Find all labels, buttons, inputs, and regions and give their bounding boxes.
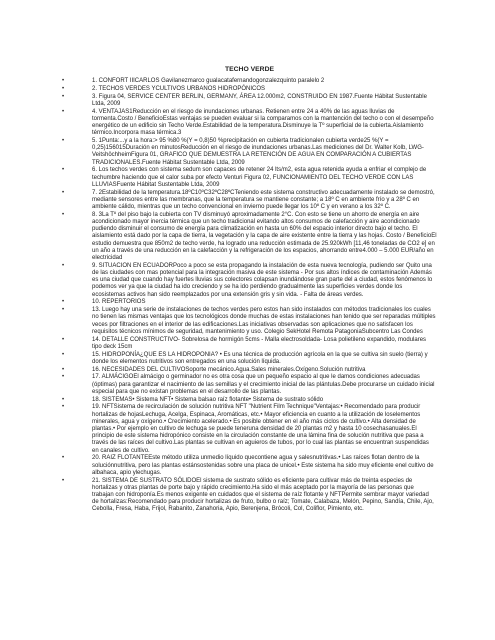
- list-item: [62, 299, 437, 306]
- list-item: [62, 86, 437, 93]
- list-item-text: 18. SISTEMAS• Sistema NFT• Sistema balsao raíz flotante• Sistema de sustrato sólido: [92, 396, 324, 403]
- bullet-icon: •: [62, 167, 65, 174]
- list-item-text: 21. SISTEMA DE SUSTRATO SÓLIDOEl sistema de sustrato sólido es eficiente para cultivar más de treinta especies de hortalizas y otras plantas de porte bajo y rápido crecimiento.Ha sido el más aceptado por la mayoría de las personas que trabajan con hidroponía.Es menos exigente en cuidados que el sistema de raíz flotante y NFTPermite sembrar mayor variedad de hortalizas:Recomendado para producir hortalizas de fruto, bulbo o raíz; Tomate, Calabaza, Melón, Pepino, Sandía, Chile, Ajo, Cebolla, Fresa, Haba, Frijol, Rabanito, Zanahoria, Apio, Berenjena, Brócoli, Col, Coliflor, Pimiento, etc.: [92, 477, 434, 513]
- list-item-text: 2. TECHOS VERDES YCULTIVOS URBANOS HIDROPÓNICOS: [92, 85, 266, 92]
- bullet-icon: •: [62, 477, 65, 484]
- bullet-icon: •: [62, 374, 65, 381]
- list-item-text: 3. Figura 04, SERVICE CENTER BERLIN, GERMANY, ÁREA 12.000m2, CONSTRUIDO EN 1987.Fuente Hábitat Sustentable Ltda, 2009: [92, 93, 427, 107]
- bullet-icon: •: [62, 404, 65, 411]
- list-item: [62, 478, 437, 514]
- list-item: [62, 138, 437, 167]
- list-item: [62, 337, 437, 351]
- list-item-text: 14. DETALLE CONSTRUCTIVO- Sobrelosa de hormigón 5cms - Malla electrosoldada- Losa polietileno expandido, modulares tipo deck 15cm: [92, 336, 427, 350]
- list-item: [62, 190, 437, 212]
- list-item: [62, 307, 437, 336]
- list-item-text: 6. Los techos verdes con sistema sedum son capaces de retener 24 lts/m2, esta agua retenida ayuda a enfriar el complejo de techumbre haciendo que el calor suba por efecto Venturi Figura 02, FUNCIONAMIENTO DEL TECHO VERDE CON LAS LLUVIASFuente Hábitat Sustentable Ltda, 2009: [92, 167, 427, 188]
- list-item: [62, 352, 437, 366]
- bullet-icon: •: [62, 351, 65, 358]
- bullet-icon: •: [62, 307, 65, 314]
- document-title: TECHO VERDE: [224, 66, 275, 73]
- list-item: [62, 404, 437, 454]
- list-item: [62, 109, 437, 138]
- list-item: [62, 263, 437, 299]
- list-item: [62, 167, 437, 189]
- bullet-icon: •: [62, 93, 65, 100]
- list-item: [62, 397, 437, 404]
- bullet-icon: •: [62, 189, 65, 196]
- bullet-icon: •: [62, 211, 65, 218]
- bullet-icon: •: [62, 262, 65, 269]
- list-item-text: 20. RAIZ FLOTANTEEste método utiliza unmedio líquido quecontiene agua y salesnutritivas.• Las raíces flotan dentro de la soluciónnutritiva, pero las plantas estánsostenidas sobre una placa de unicel.• Este sistema ha sido muy eficiente enel cultivo de albahaca, apio ylechugas.: [92, 455, 434, 476]
- list-item: [62, 455, 437, 477]
- bullet-icon: •: [62, 85, 65, 92]
- bullet-icon: •: [62, 299, 65, 306]
- list-item: [62, 94, 437, 108]
- bullet-icon: •: [62, 108, 65, 115]
- list-item-text: 15. HIDROPONÍA¿QUE ES LA HIDROPONIA? • Es una técnica de producción agrícola en la que se cultiva sin suelo (tierra) y donde los elementos nutritivos son entregados en una solución líquida.: [92, 351, 428, 365]
- bullet-list: [62, 78, 437, 514]
- bullet-icon: •: [62, 455, 65, 462]
- bullet-icon: •: [62, 366, 65, 373]
- list-item: [62, 212, 437, 262]
- list-item-text: 5. 1Punta:...y a la hora:> 95 %80 %(Y = 0,8)50 %precipitación en cubierta tradicionalen cubierta verde25 %(Y = 0,25)156015Duración en minutosReducción en el riesgo de inundaciones urbanas.Las mediciones del Dr. Walter Kolb, LWG-VeitshöchheimFigura 01, GRAFICO QUE DEMUESTRA LA RETENCIÓN DE AGUA EN COMPARACIÓN A CUBIERTAS TRADICIONALES.Fuente Hábitat Sustentable Ltda, 2009: [92, 138, 424, 166]
- list-item-text: 10. REPERTORIOS: [92, 299, 146, 306]
- list-item-text: 13. Luego hay una serie de instalaciones de techos verdes pero estos han sido instalados con métodos tradicionales los cuales no tienen las mismas ventajas que los tecnológicos donde muchas de estas instalaciones han tenido que ser reparadas múltiples veces por filtraciones en el interior de las edificaciones.Las iniciativas observadas son aplicaciones que no satisfacen los requisitos técnicos mínimos de seguridad, mantenimiento y uso. Colegio SekHotel Remota PatagoniaSubcentro Las Condes: [92, 307, 436, 335]
- bullet-icon: •: [62, 138, 65, 144]
- list-item-text: 19. NFTSistema de recirculación de solución nutritiva NFT "Nutrient Film Technique"Ventajas:• Recomendado para producir hortalizas de hojasLechuga, Acelga, Espinaca, Aromáticas, etc.• Mayor eficiencia en cuanto a la utilización de loselementos minerales, agua y oxígeno.• Crecimiento acelerado.• Es posible obtener en el año más ciclos de cultivo.• Alta densidad de plantas.• Por ejemplo en cultivo de lechuga se puede teneruna densidad de 20 plantas m2 y hasta 10 cosechasanuales.El principio de este sistema hidropónico consiste en la circulación constante de una lámina fina de solución nutritiva que pasa a través de las raíces del cultivo.Las plantas se cultivan en aguieros de tubos, por lo cual las plantas se encuentran suspendidas en canales de cultivo.: [92, 404, 429, 454]
- list-item-text: 9. SITUACION EN ECUADORPoco a poco se esta propagando la instalación de esta nueva tecnología, pudiendo ser Quito una de las ciudades con mas potencial para la integración masiva de este sistema - Por sus altos índices de contaminación Además es una ciudad que cuando hay fuertes lluvias sus colectores colapsan inundándose gran parte del a ciudad, estos fenómenos lo podemos ver ya que la ciudad ha ido creciendo y se ha ido perdiendo gradualmente las superficies verdes donde los ecosistemas activos han sido reemplazados por una extensión gris y sin vida. - Falta de áreas verdes.: [92, 262, 433, 298]
- list-item: [62, 78, 437, 85]
- list-item: [62, 374, 437, 396]
- list-item-text: 4. VENTAJAS1Reducción en el riesgo de inundaciones urbanas. Retienen entre 24 a 40% de las aguas lluvias de tormenta.Costo / BeneficioEstas ventajas se pueden evaluar si la comparamos con la mantención del techo o con el desempeño energético de un edificio sin Techo Verde.Estabilidad de la temperatura.Disminuye la Tº superficial de la cubierta.Aislamiento térmico.Incorpora masa térmica.3: [92, 108, 434, 137]
- bullet-icon: •: [62, 78, 65, 84]
- list-item-text: 7. 2Estabilidad de la temperatura.18ºC10ºC32ºC28ºCTeniendo este sistema constructivo adecuadamente instalado se demostró, mediante sensores entre las membranas, que la temperatura se mantiene constante; a 18º C en ambiente frío y a 28º C en ambiente cálido, mientras que un techo convencional en invierno puede llegar los 10º C y en verano a los 32º C.: [92, 189, 435, 211]
- bullet-icon: •: [62, 336, 65, 343]
- list-item-text: 16. NECESIDADES DEL CULTIVOSoporte mecánico.Agua.Sales minerales.Oxígeno.Solución nutritiva: [92, 366, 366, 373]
- list-item-text: 1. CONFORT IIICARLOS Gavilanezmarco gualacatafernandogonzalezquinto paralelo 2: [92, 78, 325, 84]
- list-item: [62, 367, 437, 374]
- list-item-text: 8. 3La Tº del piso bajo la cubierta con TV disminuyó aproximadamente 2°C. Con esto se tiene un ahorro de energía en aire acondicionado mayor inercia térmica que un techo tradicional evitando altos consumos de calefacción y aire acondicionado pudiendo disminuir el consumo de energía para climatización en hasta un 60% del espacio interior directo bajo el techo. El aislamiento está dado por la capa de tierra, la vegetación y la capa de aire existente entre la tierra y las hojas. Costo / BeneficioEl estudio demuestra que 850m2 de techo verde, ha logrado una reducción estimada de 25.920kWh [11,46 toneladas de CO2 e] en un año a través de una reducción en la calefacción y la refrigeración de los espacios, ahorrando entre4.000 – 5.000 EUR/año en electricidad: [92, 211, 437, 262]
- bullet-icon: •: [62, 396, 65, 403]
- list-item-text: 17. ALMÁCIGOEl almácigo o germinador no es otra cosa que un pequeño espacio al que le damos condiciones adecuadas (óptimas) para garantizar el nacimiento de las semillas y el crecimiento inicial de las plántulas.Debe procurarse un cuidado inicial especial para que no existan problemas en el desarrollo de las plantas.: [92, 374, 435, 395]
